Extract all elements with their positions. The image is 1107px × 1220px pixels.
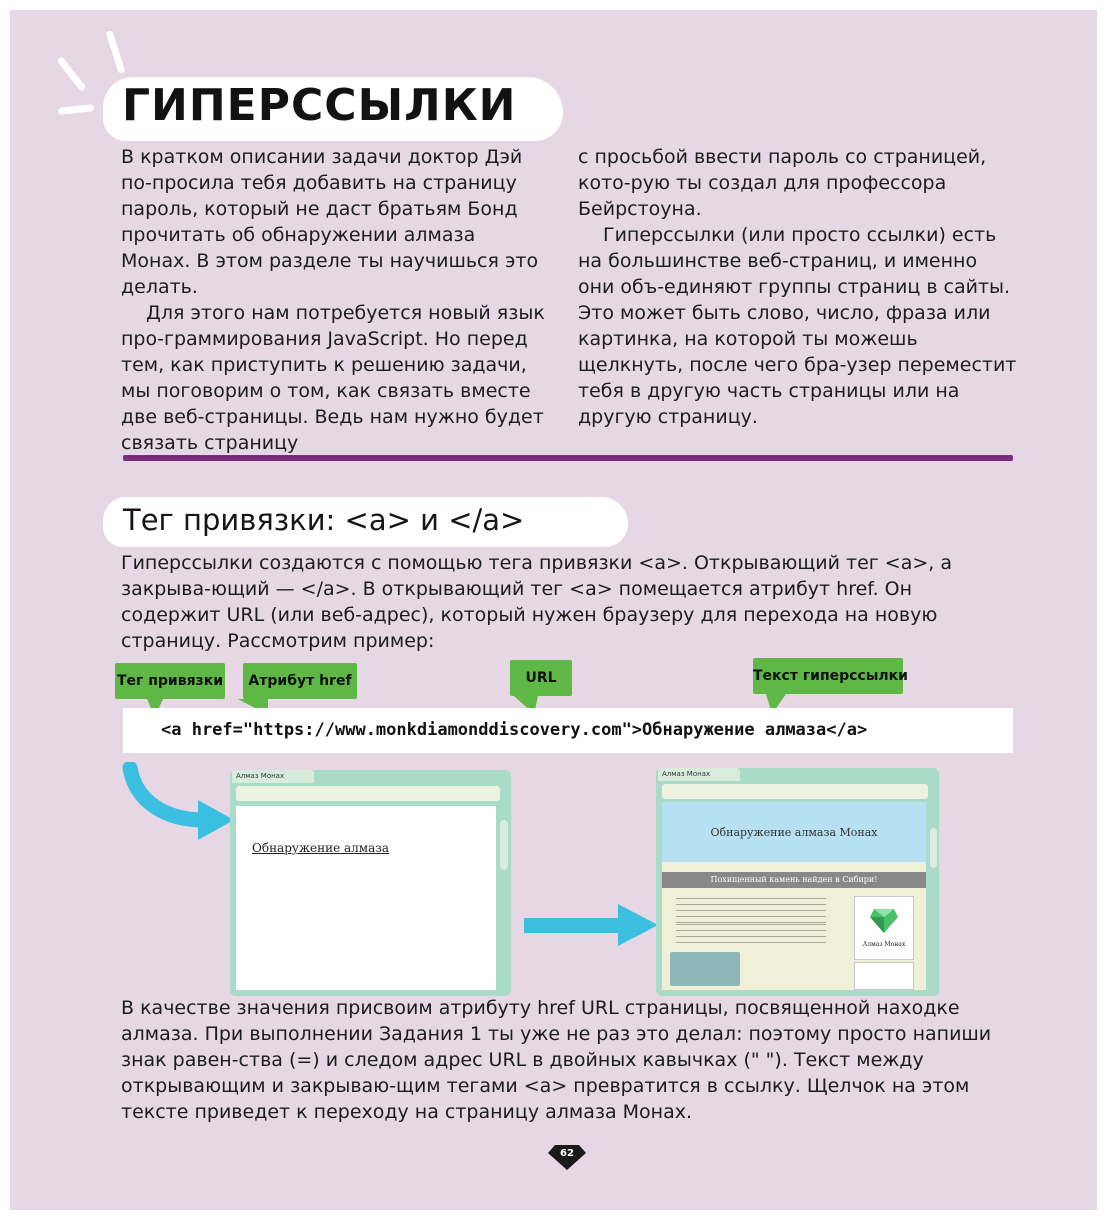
text-column-left (121, 144, 546, 456)
paragraph: В кратком описании задачи доктор Дэй по-просила тебя добавить на страницу пароль, который не даст братьям Бонд прочитать об обнаружении алмаза Монах. В этом разделе ты научишься это делать. (121, 146, 539, 298)
code-example: <a href="https://www.monkdiamonddiscovery.com">Обнаружение алмаза</a> (161, 720, 868, 740)
article-text-lines (676, 924, 826, 948)
illustration-image (670, 952, 740, 986)
diamond-icon (869, 905, 899, 935)
browser-viewport (662, 802, 926, 990)
title-burst-line (58, 104, 95, 115)
browser-tab: Алмаз Монах (232, 770, 314, 783)
right-arrow-icon (522, 900, 662, 950)
section-divider (123, 455, 1013, 461)
browser-window-destination (656, 768, 939, 996)
page-title: ГИПЕРССЫЛКИ (122, 80, 517, 131)
browser-tab: Алмаз Монах (658, 768, 740, 781)
scrollbar[interactable] (500, 820, 508, 870)
site-banner-text: Похищенный камень найден в Сибири! (710, 875, 878, 884)
book-page (10, 10, 1097, 1210)
curved-arrow-icon (118, 762, 238, 842)
paragraph: Для этого нам потребуется новый язык про-граммирования JavaScript. Но перед тем, как приступить к решению задачи, мы поговорим о том, как связать вместе две веб-страницы. Ведь нам нужно будет связать страницу (121, 302, 545, 454)
body-paragraph: В качестве значения присвоим атрибуту href URL страницы, посвященной находке алмаза. При выполнении Задания 1 ты уже не раз это делал: поэтому просто напиши знак равен-ства (=) и следом адрес URL в двойных кавычках (" "). Текст между открывающим и закрываю-щим тегами <a> превратится в ссылку. Щелчок на этом тексте приведет к переходу на страницу алмаза Монах. (121, 997, 992, 1123)
page-number-text: 62 (560, 1148, 574, 1159)
browser-window-link (230, 770, 511, 996)
address-bar (662, 784, 928, 799)
site-header-title: Обнаружение алмаза Монах (710, 826, 878, 839)
facts-card (854, 962, 914, 990)
title-burst-line (105, 30, 125, 74)
label-link-text: Текст гиперссылки (753, 658, 903, 694)
address-bar (236, 786, 500, 801)
title-burst-line (56, 56, 86, 92)
section-subtitle: Тег привязки: <a> и </a> (123, 503, 525, 537)
gem-caption: Алмаз Монах (862, 941, 906, 948)
code-example-bar (123, 708, 1013, 753)
label-anchor-tag: Тег привязки (115, 663, 225, 699)
paragraph: Гиперссылки (или просто ссылки) есть на большинстве веб-страниц, и именно они объ-единяют группы страниц в сайты. Это может быть слово, число, фраза или картинка, на которой ты можешь щелкнуть, после чего бра-узер переместит тебя в другую часть страницы или на другую страницу. (578, 224, 1017, 428)
label-url: URL (510, 660, 572, 696)
label-href-attribute: Атрибут href (243, 663, 357, 699)
browser-viewport (236, 806, 496, 990)
text-column-right (578, 144, 1018, 430)
scrollbar[interactable] (930, 828, 937, 868)
intro-paragraph: Гиперссылки создаются с помощью тега привязки <a>. Открывающий тег <a>, а закрыва-ющий — </a>. В открывающий тег <a> помещается атрибут href. Он содержит URL (или веб-адрес), который нужен браузеру для перехода на новую страницу. Рассмотрим пример: (121, 552, 952, 652)
page-number (547, 1141, 587, 1171)
hyperlink[interactable]: Обнаружение алмаза (252, 841, 389, 855)
paragraph: с просьбой ввести пароль со страницей, кото-рую ты создал для профессора Бейрстоуна. (578, 146, 987, 220)
gem-card (854, 896, 914, 960)
